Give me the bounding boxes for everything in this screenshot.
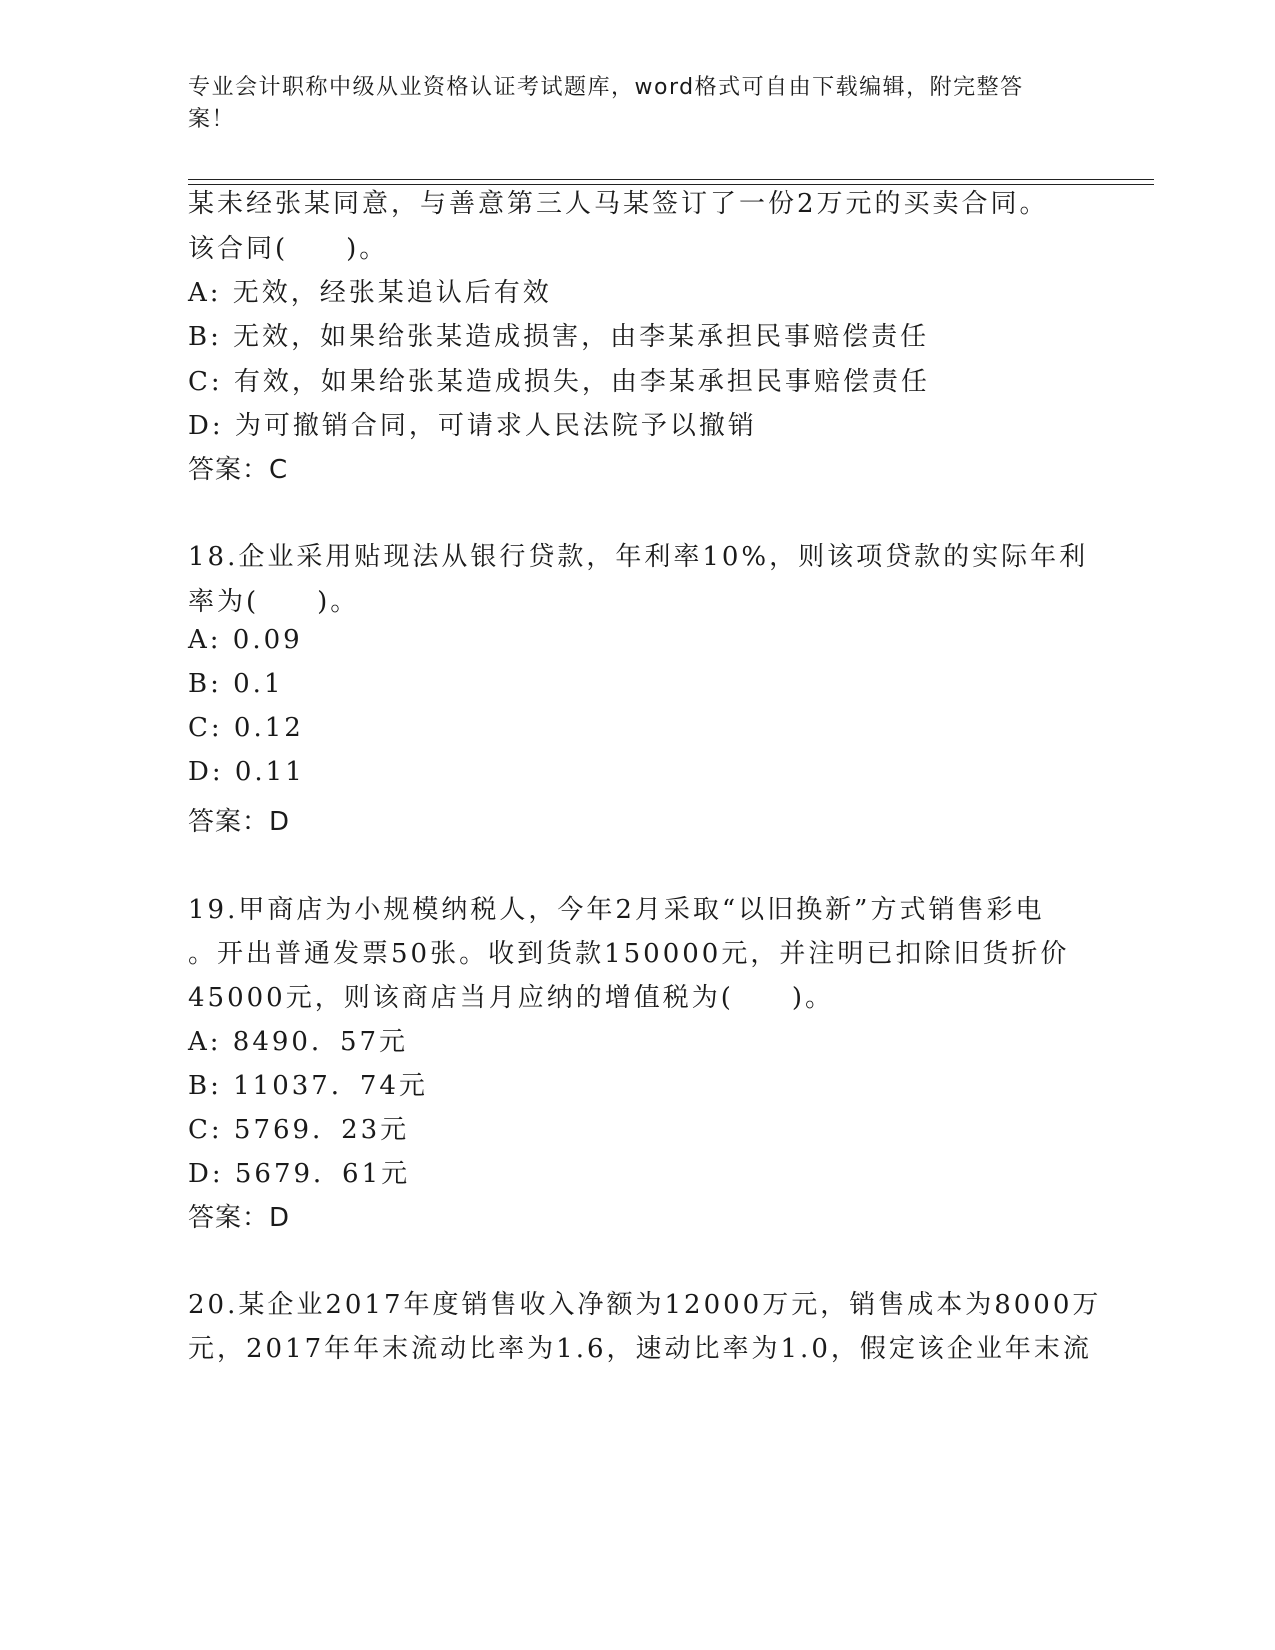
question-option: B: 11037．74元 [188,1071,428,1101]
question-option: D: 5679．61元 [188,1159,411,1189]
question-option: D: 为可撤销合同，可请求人民法院予以撤销 [188,411,757,441]
question-option: C: 5769．23元 [188,1115,410,1145]
question-stem-line: 该合同( )。 [188,234,389,264]
question-option: C: 有效，如果给张某造成损失，由李某承担民事赔偿责任 [188,367,930,397]
question-stem-line: 某未经张某同意，与善意第三人马某签订了一份2万元的买卖合同。 [188,189,1049,219]
question-stem-line: 。开出普通发票50张。收到货款150000元，并注明已扣除旧货折价 [188,939,1070,969]
question-answer: 答案：D [188,1203,291,1233]
question-option: A: 0.09 [188,625,303,655]
question-stem-line: 19.甲商店为小规模纳税人，今年2月采取“以旧换新”方式销售彩电 [188,895,1045,925]
question-stem-line: 20.某企业2017年度销售收入净额为12000万元，销售成本为8000万 [188,1290,1102,1320]
question-option: C: 0.12 [188,713,304,743]
question-answer: 答案：D [188,807,291,837]
question-option: D: 0.11 [188,757,305,787]
document-header: 专业会计职称中级从业资格认证考试题库，word格式可自由下载编辑，附完整答案！ [188,75,1024,132]
question-stem-line: 18.企业采用贴现法从银行贷款，年利率10%，则该项贷款的实际年利 [188,542,1089,572]
question-option: A: 无效，经张某追认后有效 [188,278,552,308]
question-stem-line: 率为( )。 [188,587,360,617]
question-answer: 答案：C [188,455,289,485]
question-stem-line: 45000元，则该商店当月应纳的增值税为( )。 [188,983,834,1013]
question-option: B: 无效，如果给张某造成损害，由李某承担民事赔偿责任 [188,322,930,352]
question-stem-line: 元，2017年年末流动比率为1.6，速动比率为1.0，假定该企业年末流 [188,1334,1092,1364]
question-option: B: 0.1 [188,669,284,699]
question-option: A: 8490．57元 [188,1027,409,1057]
header-divider-top [188,179,1154,180]
